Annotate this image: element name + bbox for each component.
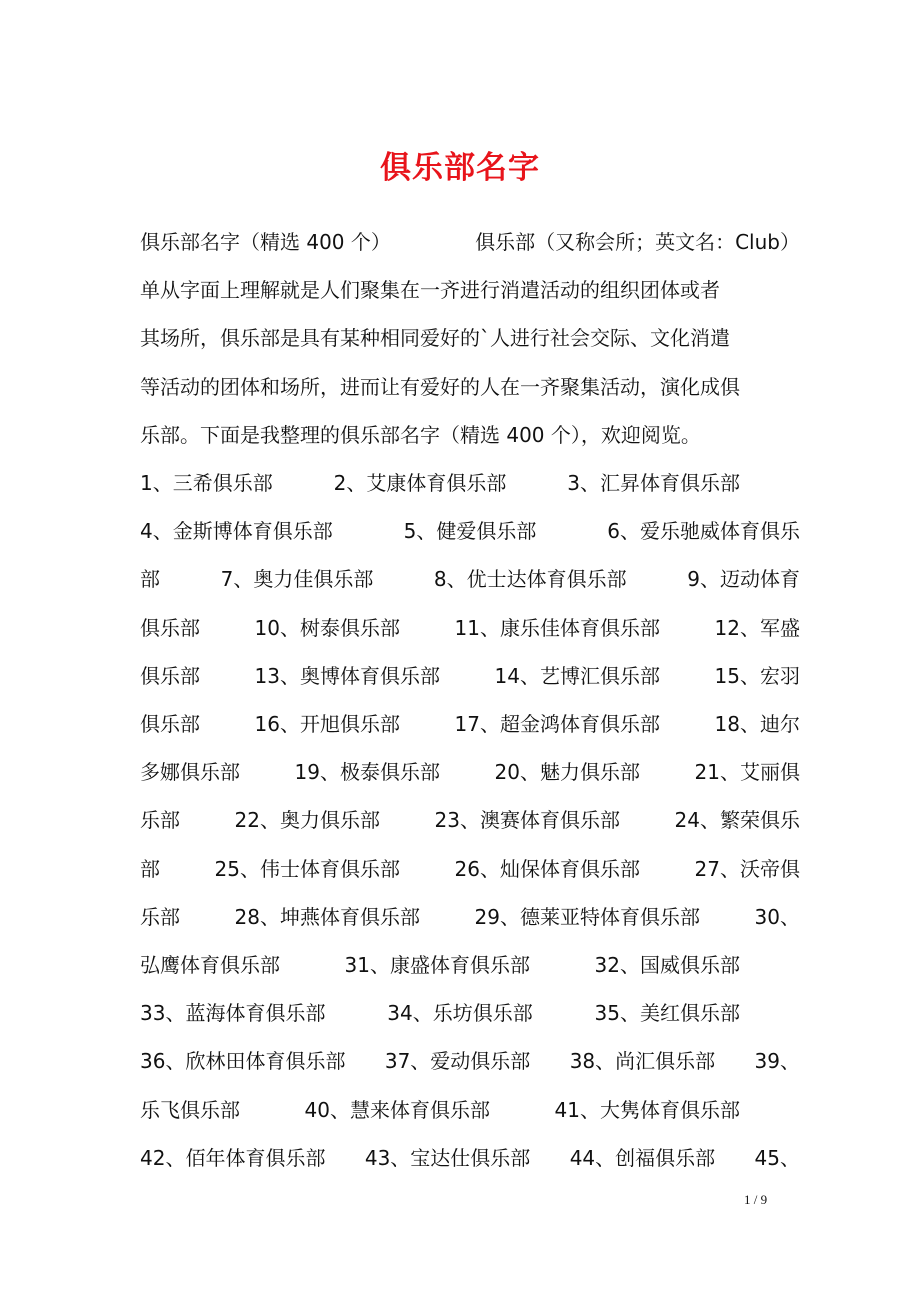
text-segment: 单从字面上理解就是人们聚集在一齐进行消遣活动的组织团体或者 [140,278,720,303]
text-segment: 11、康乐佳体育俱乐部 [454,615,660,640]
text-segment: 乐部 [140,808,180,833]
text-line [140,845,800,893]
text-segment: 35、美红俱乐部 [594,1001,740,1026]
text-segment: 俱乐部 [140,615,200,640]
text-segment: 7、奥力佳俱乐部 [220,567,374,592]
text-segment: 乐部。下面是我整理的俱乐部名字（精选 400 个），欢迎阅览。 [140,422,701,447]
text-segment: 俱乐部 [140,712,200,736]
text-segment: 12、军盛 [714,615,800,640]
text-segment: 乐部 [140,904,180,929]
text-segment: 39、 [754,1049,800,1074]
text-segment: 33、蓝海体育俱乐部 [140,1001,326,1026]
text-segment: 40、慧来体育俱乐部 [304,1097,490,1122]
text-segment: 20、魅力俱乐部 [494,760,640,785]
text-line [140,314,800,362]
document-title: 俱乐部名字 [380,150,540,186]
text-line [140,1037,800,1085]
text-segment: 13、奥博体育俱乐部 [254,663,440,688]
text-segment: 弘鹰体育俱乐部 [140,953,280,977]
text-line [140,941,740,989]
text-segment: 4、金斯博体育俱乐部 [140,519,333,544]
text-segment: 44、创福俱乐部 [569,1145,716,1170]
text-segment: 6、爱乐驰威体育俱乐 [607,519,800,544]
text-segment: 2、艾康体育俱乐部 [333,471,507,495]
text-line [140,652,800,700]
text-segment: 1、三希俱乐部 [140,471,273,495]
text-segment: 其场所，俱乐部是具有某种相同爱好的`人进行社会交际、文化消遣 [140,326,730,351]
text-line [140,748,800,796]
text-segment: 16、开旭俱乐部 [254,712,400,736]
text-segment: 37、爱动俱乐部 [384,1049,531,1074]
text-segment: 等活动的团体和场所，进而让有爱好的人在一齐聚集活动，演化成俱 [140,374,740,399]
text-segment: 5、健爱俱乐部 [403,519,537,544]
page-number: 1 / 9 [744,1192,768,1207]
text-segment: 25、伟士体育俱乐部 [214,856,400,881]
text-line [140,266,800,314]
text-segment: 21、艾丽俱 [694,760,800,785]
text-segment: 30、 [754,904,800,929]
text-segment: 29、德莱亚特体育俱乐部 [474,904,700,929]
text-segment: 23、澳赛体育俱乐部 [434,808,620,833]
text-segment: 部 [140,856,160,881]
text-segment: 多娜俱乐部 [140,760,240,785]
text-segment: 34、乐坊俱乐部 [387,1001,533,1026]
text-line [140,363,800,411]
text-line [140,1134,800,1182]
text-segment: 26、灿保体育俱乐部 [454,856,640,881]
text-line [140,411,800,459]
text-segment: 9、迈动体育 [687,567,800,592]
text-line [140,796,800,844]
text-segment: 36、欣林田体育俱乐部 [140,1049,346,1074]
text-segment: 乐飞俱乐部 [140,1097,240,1122]
text-line [140,989,740,1037]
text-line [140,700,800,748]
text-segment: 41、大隽体育俱乐部 [554,1097,740,1122]
text-segment: 28、坤燕体育俱乐部 [234,904,420,929]
text-segment: 3、汇昇体育俱乐部 [567,471,740,495]
text-segment: 43、宝达仕俱乐部 [364,1145,531,1170]
text-segment: 38、尚汇俱乐部 [569,1049,716,1074]
text-segment: 42、佰年体育俱乐部 [140,1145,326,1170]
text-line [140,893,800,941]
text-segment: 17、超金鸿体育俱乐部 [454,712,660,736]
text-line [140,1086,740,1134]
text-segment: 8、优士达体育俱乐部 [433,567,627,592]
text-segment: 俱乐部 [140,663,200,688]
text-segment: 22、奥力俱乐部 [234,808,380,833]
text-line [140,555,800,603]
text-line [140,507,800,555]
text-segment: 10、树泰俱乐部 [254,615,400,640]
text-segment: 18、迪尔 [714,712,800,736]
text-line [140,459,740,507]
text-segment: 27、沃帝俱 [694,856,800,881]
text-segment: 45、 [754,1145,800,1170]
text-segment: 15、宏羽 [714,663,800,688]
text-segment: 俱乐部（又称会所；英文名：Club） [475,230,800,254]
text-segment: 31、康盛体育俱乐部 [344,953,530,977]
text-line [140,218,800,266]
text-segment: 19、极泰俱乐部 [294,760,440,785]
text-line [140,604,800,652]
text-segment: 32、国威俱乐部 [594,953,740,977]
text-segment: 24、繁荣俱乐 [674,808,800,833]
text-segment: 俱乐部名字（精选 400 个） [140,230,391,254]
text-segment: 14、艺博汇俱乐部 [494,663,660,688]
text-segment: 部 [140,567,160,592]
